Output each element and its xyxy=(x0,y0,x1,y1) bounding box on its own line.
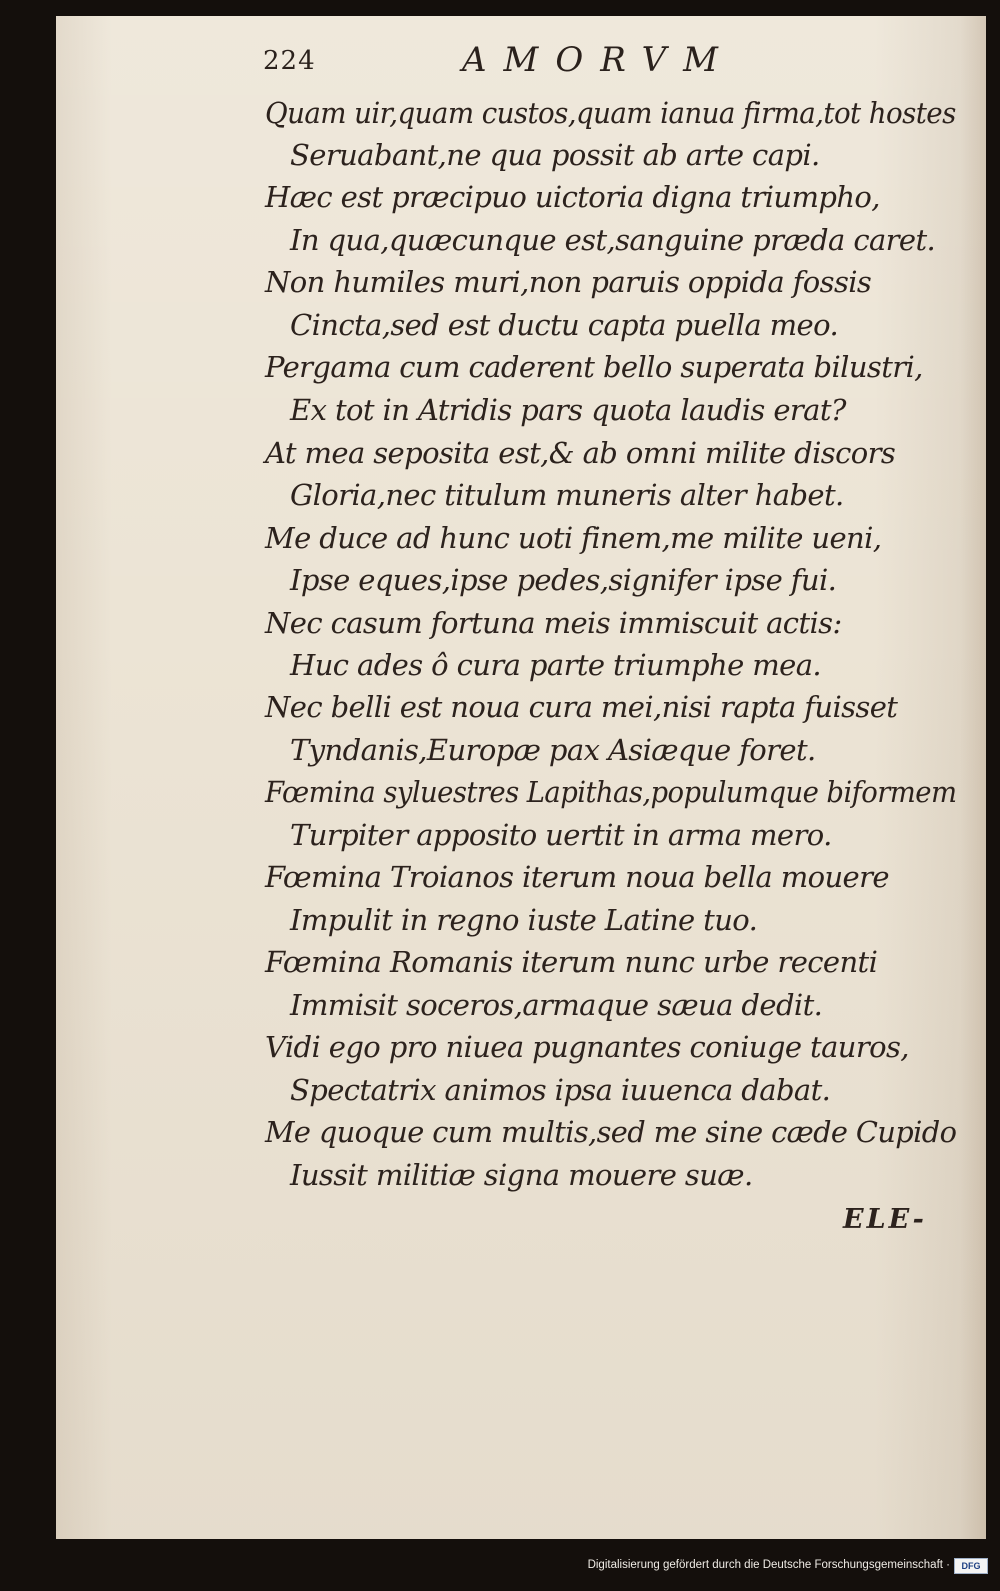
verse-line: Me duce ad hunc uoti finem,me milite ueni, xyxy=(265,521,882,555)
running-head: AMORVM xyxy=(462,40,735,80)
verse-line: In qua,quæcunque est,sanguine præda caret. xyxy=(290,223,936,257)
verse-line: Impulit in regno iuste Latine tuo. xyxy=(290,903,758,937)
verse-line: Iussit militiæ signa mouere suæ. xyxy=(290,1158,753,1192)
catchword: ELE- xyxy=(843,1204,927,1235)
verse-line: Ipse eques,ipse pedes,signifer ipse fui. xyxy=(290,563,837,597)
verse-line: Vidi ego pro niuea pugnantes coniuge tauros, xyxy=(265,1030,909,1064)
verse-line: Tyndanis,Europæ pax Asiæque foret. xyxy=(290,733,816,767)
dfg-logo: DFG xyxy=(954,1558,988,1574)
verse-line: Non humiles muri,non paruis oppida fossis xyxy=(265,265,872,299)
page-number: 224 xyxy=(263,46,316,76)
funding-credit: Digitalisierung gefördert durch die Deutsche Forschungsgemeinschaft · xyxy=(587,1559,950,1571)
digitization-credit-bar xyxy=(0,1554,1000,1584)
verse-line: Hæc est præcipuo uictoria digna triumpho, xyxy=(265,180,880,214)
verse-line: Fœmina Romanis iterum nunc urbe recenti xyxy=(265,945,878,979)
verse-line: Huc ades ô cura parte triumphe mea. xyxy=(290,648,822,682)
verse-line: Turpiter apposito uertit in arma mero. xyxy=(290,818,832,852)
verse-line: At mea seposita est,& ab omni milite discors xyxy=(265,436,896,470)
verse-line: Seruabant,ne qua possit ab arte capi. xyxy=(290,138,820,172)
verse-line: Quam uir,quam custos,quam ianua firma,tot hostes xyxy=(265,96,956,130)
verse-line: Ex tot in Atridis pars quota laudis erat? xyxy=(290,393,846,427)
poem-body xyxy=(56,16,986,1539)
verse-line: Nec casum fortuna meis immiscuit actis: xyxy=(265,606,842,640)
verse-line: Fœmina Troianos iterum noua bella mouere xyxy=(265,860,889,894)
verse-line: Fœmina syluestres Lapithas,populumque biformem xyxy=(265,775,957,809)
verse-line: Me quoque cum multis,sed me sine cæde Cupido xyxy=(265,1115,957,1149)
verse-line: Nec belli est noua cura mei,nisi rapta fuisset xyxy=(265,690,898,724)
verse-line: Pergama cum caderent bello superata bilustri, xyxy=(265,350,923,384)
verse-line: Cincta,sed est ductu capta puella meo. xyxy=(290,308,839,342)
book-page xyxy=(56,16,986,1539)
verse-line: Gloria,nec titulum muneris alter habet. xyxy=(290,478,844,512)
verse-line: Immisit soceros,armaque sæua dedit. xyxy=(290,988,823,1022)
verse-line: Spectatrix animos ipsa iuuenca dabat. xyxy=(290,1073,831,1107)
